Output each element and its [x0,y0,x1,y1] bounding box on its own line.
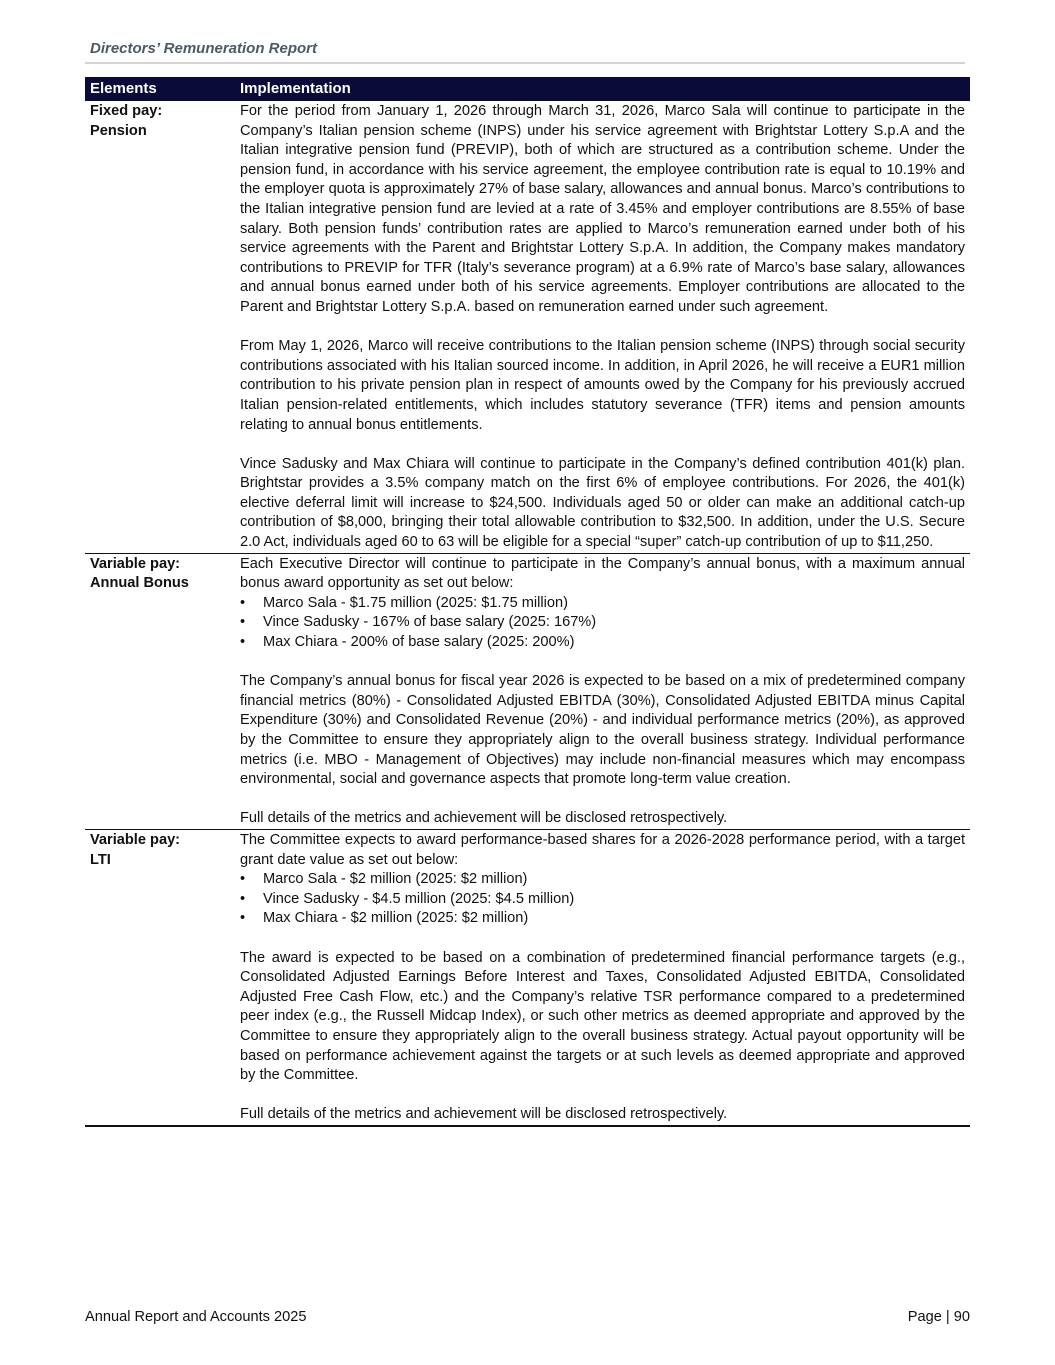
list-item: • Marco Sala - $1.75 million (2025: $1.75 million) [240,594,965,614]
table-row-lti [85,829,970,1125]
paragraph: From May 1, 2026, Marco will receive contributions to the Italian pension scheme (INPS) through social security contributions associated with his Italian sourced income. In addition, in April 2026, he will receive a EUR1 million contribution to his private pension plan in respect of amounts owed by the Company for his previously accrued Italian pension-related entitlements, which includes statutory severance (TFR) items and pension amounts relating to annual bonus entitlements. [240,338,965,433]
list-item: • Vince Sadusky - $4.5 million (2025: $4.5 million) [240,890,965,910]
element-label: Annual Bonus [90,575,189,592]
table-row-annual-bonus [85,553,970,829]
remuneration-table [85,77,970,1127]
table-row-pension [85,101,970,553]
list-item: • Max Chiara - 200% of base salary (2025: 200%) [240,633,965,653]
element-label: Pension [90,122,147,139]
element-label: Fixed pay: [90,103,163,119]
paragraph: For the period from January 1, 2026 through March 31, 2026, Marco Sala will continue to participate in the Company’s Italian pension scheme (INPS) under his service agreement with Brightstar Lottery S.p.A and the Italian integrative pension fund (PREVIP), both of which are structured as a contribution scheme. Under the pension fund, in accordance with his service agreement, the employee contribution rate is equal to 10.19% and the employer quota is approximately 27% of base salary, allowances and annual bonus. Marco’s contributions to the Italian integrative pension fund are levied at a rate of 3.45% and employer contributions are 8.55% of base salary. Both pension funds’ contribution rates are applied to Marco’s remuneration earned under both of his service agreements with the Parent and Brightstar Lottery S.p.A. In addition, the Company makes mandatory contributions to PREVIP for TFR (Italy’s severance program) at a 6.9% rate of Marco’s base salary, allowances and annual bonus earned under both of his service agreements. Employer contributions are allocated to the Parent and Brightstar Lottery S.p.A. based on remuneration earned under such agreement. [240,103,965,315]
bullet-list [240,594,965,653]
paragraph: Full details of the metrics and achievement will be disclosed retrospectively. [240,1106,728,1123]
element-label: Variable pay: [90,831,181,848]
column-header-implementation: Implementation [235,77,970,101]
list-item: • Vince Sadusky - 167% of base salary (2025: 167%) [240,613,965,633]
element-label: Variable pay: [90,555,181,572]
paragraph: The Committee expects to award performance-based shares for a 2026-2028 performance period, with a target grant date value as set out below: [240,831,965,868]
list-item: • Marco Sala - $2 million (2025: $2 million) [240,870,965,890]
list-item: • Max Chiara - $2 million (2025: $2 million) [240,909,965,929]
footer-report-title: Annual Report and Accounts 2025 [85,1309,307,1325]
element-cell [85,553,235,829]
paragraph: The Company’s annual bonus for fiscal year 2026 is expected to be based on a mix of predetermined company financial metrics (80%) - Consolidated Adjusted EBITDA (30%), Consolidated Adjusted EBITDA minus Capital Expenditure (30%) and Consolidated Revenue (20%) - and individual performance metrics (20%), as approved by the Committee to ensure they appropriately align to the overall business strategy. Individual performance metrics (i.e. MBO - Management of Objectives) may include non-financial measures which may encompass environmental, social and governance aspects that promote long-term value creation. [240,673,965,788]
element-cell [85,101,235,553]
column-header-elements: Elements [85,77,235,101]
implementation-cell [235,829,970,1125]
paragraph: Each Executive Director will continue to participate in the Company’s annual bonus, with a maximum annual bonus award opportunity as set out below: [240,555,965,592]
implementation-cell [235,553,970,829]
paragraph: Vince Sadusky and Max Chiara will continue to participate in the Company’s defined contribution 401(k) plan. Brightstar provides a 3.5% company match on the first 6% of employee contributions. For 2026, the 401(k) elective deferral limit will increase to $24,500. Individuals aged 50 or older can make an additional catch-up contribution of $8,000, bringing their total allowable contribution to $32,500. In addition, under the U.S. Secure 2.0 Act, individuals aged 60 to 63 will be eligible for a special “super” catch-up contribution of up to $11,250. [240,455,965,551]
implementation-cell [235,101,970,553]
paragraph: Full details of the metrics and achievement will be disclosed retrospectively. [240,810,728,827]
header-divider [85,62,965,64]
report-header: Directors’ Remuneration Report [90,40,317,57]
element-cell [85,829,235,1125]
paragraph: The award is expected to be based on a combination of predetermined financial performance targets (e.g., Consolidated Adjusted Earnings Before Interest and Taxes, Consolidated Adjusted EBITDA, Consolidated Adjusted Free Cash Flow, etc.) and the Company’s relative TSR performance compared to a predetermined peer index (e.g., the Russell Midcap Index), or such other metrics as deemed appropriate and approved by the Committee to ensure they appropriately align to the overall business strategy. Actual payout opportunity will be based on performance achievement against the targets or at such levels as deemed appropriate and approved by the Committee. [240,949,965,1084]
bullet-list [240,870,965,929]
footer-page-number: Page | 90 [907,1309,970,1325]
element-label: LTI [90,851,111,868]
